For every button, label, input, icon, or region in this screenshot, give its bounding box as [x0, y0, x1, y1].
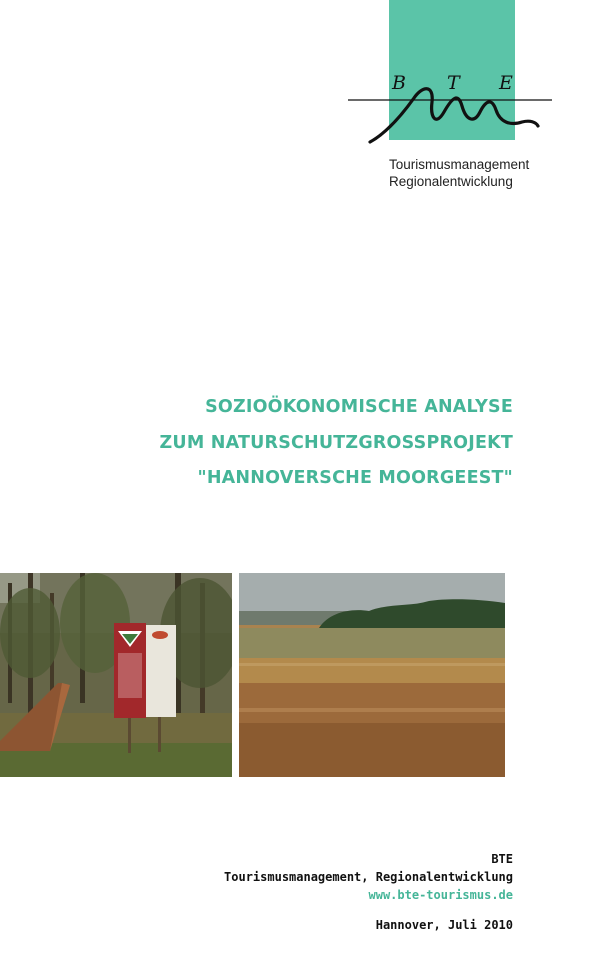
document-footer — [224, 850, 513, 934]
footer-place-date: Hannover, Juli 2010 — [375, 918, 513, 932]
title-line2: ZUM NATURSCHUTZGROSSPROJEKT — [159, 432, 513, 453]
title-line1: SOZIOÖKONOMISCHE ANALYSE — [205, 397, 513, 417]
logo-letters — [392, 72, 532, 96]
logo-tagline — [389, 156, 529, 190]
photo-boardwalk-sign — [0, 573, 232, 777]
document-title — [160, 390, 513, 497]
logo-letter-t: T — [447, 72, 460, 94]
footer-org-full: Tourismusmanagement, Regionalentwicklung — [224, 870, 513, 884]
logo-letter-b: B — [392, 72, 406, 94]
tagline-line2: Regionalentwicklung — [389, 174, 513, 189]
footer-org: BTE — [491, 852, 513, 866]
logo-letter-e: E — [499, 72, 513, 94]
tagline-line1: Tourismusmanagement — [389, 157, 530, 172]
title-line3: "HANNOVERSCHE MOORGEEST" — [197, 468, 513, 488]
photo-moor-landscape — [239, 573, 505, 777]
footer-website-link[interactable]: www.bte-tourismus.de — [368, 888, 513, 902]
